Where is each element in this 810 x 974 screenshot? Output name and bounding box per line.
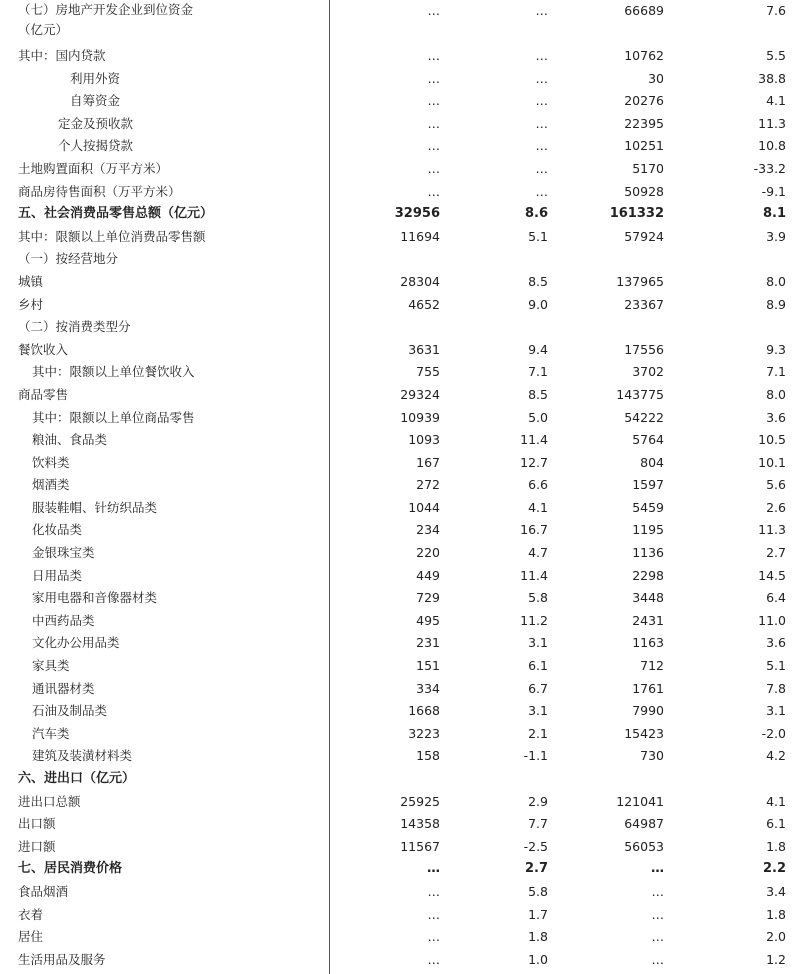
row-label: 五、社会消费品零售总额（亿元）	[18, 206, 214, 222]
row-label	[18, 0, 193, 40]
row-label: 七、居民消费价格	[18, 861, 123, 877]
current-value: 3631	[408, 341, 440, 357]
row-label: 衣着	[18, 906, 44, 922]
cumulative-value: 64987	[624, 816, 664, 832]
table-row	[0, 632, 810, 655]
cumulative-value: 1163	[632, 635, 664, 651]
cumulative-growth: 11.0	[758, 612, 786, 628]
current-growth: …	[535, 70, 548, 86]
cumulative-value: …	[651, 906, 664, 922]
current-value: 1044	[408, 499, 440, 515]
cumulative-value: 50928	[624, 183, 664, 199]
table-row	[0, 813, 810, 836]
table-row	[0, 90, 810, 113]
current-growth: …	[535, 138, 548, 154]
cumulative-value: 1195	[632, 522, 664, 538]
cumulative-growth: 1.2	[766, 951, 786, 967]
current-value: 11694	[400, 228, 440, 244]
cumulative-growth: 11.3	[758, 115, 786, 131]
row-label: 进出口总额	[18, 793, 81, 809]
current-value: 10939	[400, 409, 440, 425]
row-label: 通讯器材类	[32, 680, 95, 696]
cumulative-growth: 2.2	[762, 861, 786, 877]
cumulative-value: 66689	[624, 3, 664, 18]
cumulative-value: …	[651, 951, 664, 967]
table-row	[0, 384, 810, 407]
current-growth: 2.7	[524, 861, 548, 877]
current-value: …	[427, 861, 440, 877]
cumulative-growth: 8.1	[762, 206, 786, 222]
cumulative-value: 3702	[632, 364, 664, 380]
cumulative-growth: 10.8	[758, 138, 786, 154]
table-row	[0, 791, 810, 814]
cumulative-value: 15423	[624, 725, 664, 741]
cumulative-value: 1136	[632, 545, 664, 561]
cumulative-growth: 5.5	[766, 48, 786, 63]
table-row	[0, 361, 810, 384]
cumulative-growth: 7.6	[766, 3, 786, 18]
current-value: 234	[416, 522, 440, 538]
current-growth: 4.7	[528, 545, 548, 561]
table-row	[0, 181, 810, 204]
cumulative-value: 1597	[632, 477, 664, 493]
current-growth: 2.9	[528, 793, 548, 809]
current-growth: 6.7	[528, 680, 548, 696]
current-value: …	[427, 93, 440, 109]
current-value: 231	[416, 635, 440, 651]
current-growth: …	[535, 183, 548, 199]
cumulative-value: 143775	[616, 386, 664, 402]
table-row	[0, 158, 810, 181]
table-row	[0, 655, 810, 678]
cumulative-value: 57924	[624, 228, 664, 244]
cumulative-value: 3448	[632, 590, 664, 606]
cumulative-growth: 2.0	[766, 929, 786, 945]
cumulative-growth: 8.0	[766, 273, 786, 289]
cumulative-value: 5459	[632, 499, 664, 515]
row-label: 服装鞋帽、针纺织品类	[32, 499, 158, 515]
cumulative-growth: 5.6	[766, 477, 786, 493]
row-label: 商品房待售面积（万平方米）	[18, 183, 181, 199]
table-row	[0, 904, 810, 927]
current-growth: …	[535, 115, 548, 131]
table-row	[0, 745, 810, 768]
current-value: 32956	[394, 206, 440, 222]
cumulative-growth: 1.8	[766, 906, 786, 922]
row-label: 其中：限额以上单位消费品零售额	[18, 228, 206, 244]
current-growth: …	[535, 93, 548, 109]
row-label: 家用电器和音像器材类	[32, 590, 158, 606]
current-value: …	[427, 138, 440, 154]
cumulative-value: 2431	[632, 612, 664, 628]
current-growth: 11.4	[520, 567, 548, 583]
current-growth: 1.7	[528, 906, 548, 922]
cumulative-growth: 1.8	[766, 838, 786, 854]
current-value: 1668	[408, 703, 440, 719]
current-value: 151	[416, 658, 440, 674]
cumulative-value: …	[651, 929, 664, 945]
row-label: 商品零售	[18, 386, 69, 402]
cumulative-value: 712	[640, 658, 664, 674]
table-row	[0, 610, 810, 633]
row-label: 个人按揭贷款	[58, 138, 134, 154]
cumulative-value: 121041	[616, 793, 664, 809]
row-label: 自筹资金	[70, 93, 121, 109]
current-value: 11567	[400, 838, 440, 854]
cumulative-value: 137965	[616, 273, 664, 289]
cumulative-value: …	[651, 861, 664, 877]
current-value: 14358	[400, 816, 440, 832]
current-growth: 11.4	[520, 432, 548, 448]
current-growth: …	[535, 48, 548, 63]
table-row	[0, 226, 810, 249]
current-growth: 3.1	[528, 635, 548, 651]
row-label: 土地购置面积（万平方米）	[18, 160, 169, 176]
cumulative-growth: 8.9	[766, 296, 786, 312]
cumulative-growth: 2.6	[766, 499, 786, 515]
current-value: 1093	[408, 432, 440, 448]
cumulative-value: 22395	[624, 115, 664, 131]
cumulative-growth: 9.3	[766, 341, 786, 357]
current-growth: 8.6	[524, 206, 548, 222]
row-label: 城镇	[18, 273, 44, 289]
cumulative-value: 10762	[624, 48, 664, 63]
cumulative-value: 10251	[624, 138, 664, 154]
cumulative-value: …	[651, 883, 664, 899]
cumulative-value: 1761	[632, 680, 664, 696]
current-growth: 5.8	[528, 590, 548, 606]
cumulative-growth: 10.1	[758, 454, 786, 470]
current-value: …	[427, 48, 440, 63]
current-growth: 11.2	[520, 612, 548, 628]
row-label: 利用外资	[70, 70, 121, 86]
cumulative-growth: 3.1	[766, 703, 786, 719]
cumulative-value: 5764	[632, 432, 664, 448]
cumulative-value: 7990	[632, 703, 664, 719]
table-row	[0, 474, 810, 497]
current-growth: 12.7	[520, 454, 548, 470]
row-label: 乡村	[18, 296, 44, 312]
row-label: 化妆品类	[32, 522, 83, 538]
current-growth: -1.1	[523, 748, 548, 764]
row-label: 汽车类	[32, 725, 70, 741]
table-row	[0, 723, 810, 746]
current-value: 272	[416, 477, 440, 493]
row-label: 食品烟酒	[18, 883, 69, 899]
table-row	[0, 316, 810, 339]
current-value: 25925	[400, 793, 440, 809]
cumulative-growth: -9.1	[761, 183, 786, 199]
row-label: 六、进出口（亿元）	[18, 771, 136, 786]
row-label: 金银珠宝类	[32, 545, 95, 561]
table-row	[0, 700, 810, 723]
current-growth: 3.1	[528, 703, 548, 719]
table-row	[0, 203, 810, 226]
table-row	[0, 45, 810, 68]
row-label: 中西药品类	[32, 612, 95, 628]
row-label: 饮料类	[32, 454, 70, 470]
table-row	[0, 858, 810, 881]
cumulative-growth: 14.5	[758, 567, 786, 583]
table-row	[0, 339, 810, 362]
current-value: 755	[416, 364, 440, 380]
current-growth: 4.1	[528, 499, 548, 515]
current-value: …	[427, 160, 440, 176]
table-row	[0, 587, 810, 610]
current-value: …	[427, 183, 440, 199]
table-row	[0, 407, 810, 430]
cumulative-value: 17556	[624, 341, 664, 357]
table-row	[0, 542, 810, 565]
current-growth: 7.1	[528, 364, 548, 380]
row-label-line2: （亿元）	[18, 22, 69, 37]
cumulative-growth: 6.4	[766, 590, 786, 606]
current-growth: 5.1	[528, 228, 548, 244]
current-growth: 5.0	[528, 409, 548, 425]
table-row	[0, 565, 810, 588]
current-growth: -2.5	[523, 838, 548, 854]
cumulative-growth: 4.2	[766, 748, 786, 764]
row-label: （二）按消费类型分	[18, 319, 131, 335]
cumulative-value: 20276	[624, 93, 664, 109]
cumulative-value: 804	[640, 454, 664, 470]
row-label: 日用品类	[32, 567, 83, 583]
current-value: …	[427, 70, 440, 86]
current-growth: 16.7	[520, 522, 548, 538]
cumulative-growth: 7.8	[766, 680, 786, 696]
current-growth: 2.1	[528, 725, 548, 741]
row-label-line1: （七）房地产开发企业到位资金	[18, 2, 194, 17]
cumulative-growth: 6.1	[766, 816, 786, 832]
table-row	[0, 135, 810, 158]
current-value: …	[427, 951, 440, 967]
current-value: 334	[416, 680, 440, 696]
cumulative-growth: -2.0	[761, 725, 786, 741]
table-row	[0, 452, 810, 475]
current-value: 220	[416, 545, 440, 561]
row-label: 粮油、食品类	[32, 432, 108, 448]
cumulative-value: 54222	[624, 409, 664, 425]
cumulative-value: 2298	[632, 567, 664, 583]
current-value: 449	[416, 567, 440, 583]
cumulative-value: 30	[648, 70, 664, 86]
current-value: 29324	[400, 386, 440, 402]
table-row	[0, 836, 810, 859]
current-growth: 8.5	[528, 273, 548, 289]
cumulative-growth: 7.1	[766, 364, 786, 380]
cumulative-value: 5170	[632, 160, 664, 176]
current-value: …	[427, 3, 440, 18]
cumulative-growth: 3.6	[766, 635, 786, 651]
current-growth: 1.0	[528, 951, 548, 967]
table-row	[0, 497, 810, 520]
current-growth: 6.1	[528, 658, 548, 674]
current-value: 495	[416, 612, 440, 628]
table-row	[0, 0, 810, 45]
row-label: 其中：国内贷款	[18, 48, 106, 63]
current-growth: 9.0	[528, 296, 548, 312]
table-row	[0, 248, 810, 271]
cumulative-value: 161332	[609, 206, 664, 222]
current-value: 3223	[408, 725, 440, 741]
table-row	[0, 429, 810, 452]
current-value: …	[427, 906, 440, 922]
current-growth: …	[535, 3, 548, 18]
table-row	[0, 271, 810, 294]
table-row	[0, 294, 810, 317]
cumulative-growth: 11.3	[758, 522, 786, 538]
row-label: 家具类	[32, 658, 70, 674]
row-label: 餐饮收入	[18, 341, 69, 357]
table-row	[0, 68, 810, 91]
current-value: 4652	[408, 296, 440, 312]
row-label: 定金及预收款	[58, 115, 134, 131]
current-value: …	[427, 115, 440, 131]
row-label: 其中：限额以上单位商品零售	[32, 409, 195, 425]
row-label: 生活用品及服务	[18, 951, 106, 967]
cumulative-growth: 38.8	[758, 70, 786, 86]
cumulative-growth: -33.2	[753, 160, 786, 176]
row-label: （一）按经营地分	[18, 251, 119, 267]
cumulative-growth: 4.1	[766, 93, 786, 109]
row-label: 石油及制品类	[32, 703, 108, 719]
current-growth: …	[535, 160, 548, 176]
cumulative-growth: 3.6	[766, 409, 786, 425]
cumulative-growth: 10.5	[758, 432, 786, 448]
cumulative-growth: 5.1	[766, 658, 786, 674]
cumulative-growth: 3.4	[766, 883, 786, 899]
row-label: 烟酒类	[32, 477, 70, 493]
cumulative-growth: 2.7	[766, 545, 786, 561]
table-row	[0, 949, 810, 972]
table-row	[0, 519, 810, 542]
current-value: 167	[416, 454, 440, 470]
row-label: 建筑及装潢材料类	[32, 748, 133, 764]
table-row	[0, 926, 810, 949]
cumulative-value: 730	[640, 748, 664, 764]
row-label: 进口额	[18, 838, 56, 854]
cumulative-growth: 4.1	[766, 793, 786, 809]
current-value: …	[427, 929, 440, 945]
current-growth: 8.5	[528, 386, 548, 402]
cumulative-value: 23367	[624, 296, 664, 312]
current-value: 729	[416, 590, 440, 606]
row-label: 居住	[18, 929, 44, 945]
current-value: 158	[416, 748, 440, 764]
table-row	[0, 881, 810, 904]
current-growth: 6.6	[528, 477, 548, 493]
table-row	[0, 113, 810, 136]
current-growth: 1.8	[528, 929, 548, 945]
table-row	[0, 678, 810, 701]
cumulative-growth: 3.9	[766, 228, 786, 244]
current-value: …	[427, 883, 440, 899]
current-value: 28304	[400, 273, 440, 289]
current-growth: 5.8	[528, 883, 548, 899]
current-growth: 7.7	[528, 816, 548, 832]
current-growth: 9.4	[528, 341, 548, 357]
row-label: 其中：限额以上单位餐饮收入	[32, 364, 195, 380]
cumulative-value: 56053	[624, 838, 664, 854]
cumulative-growth: 8.0	[766, 386, 786, 402]
table-row	[0, 768, 810, 791]
row-label: 文化办公用品类	[32, 635, 120, 651]
row-label: 出口额	[18, 816, 56, 832]
